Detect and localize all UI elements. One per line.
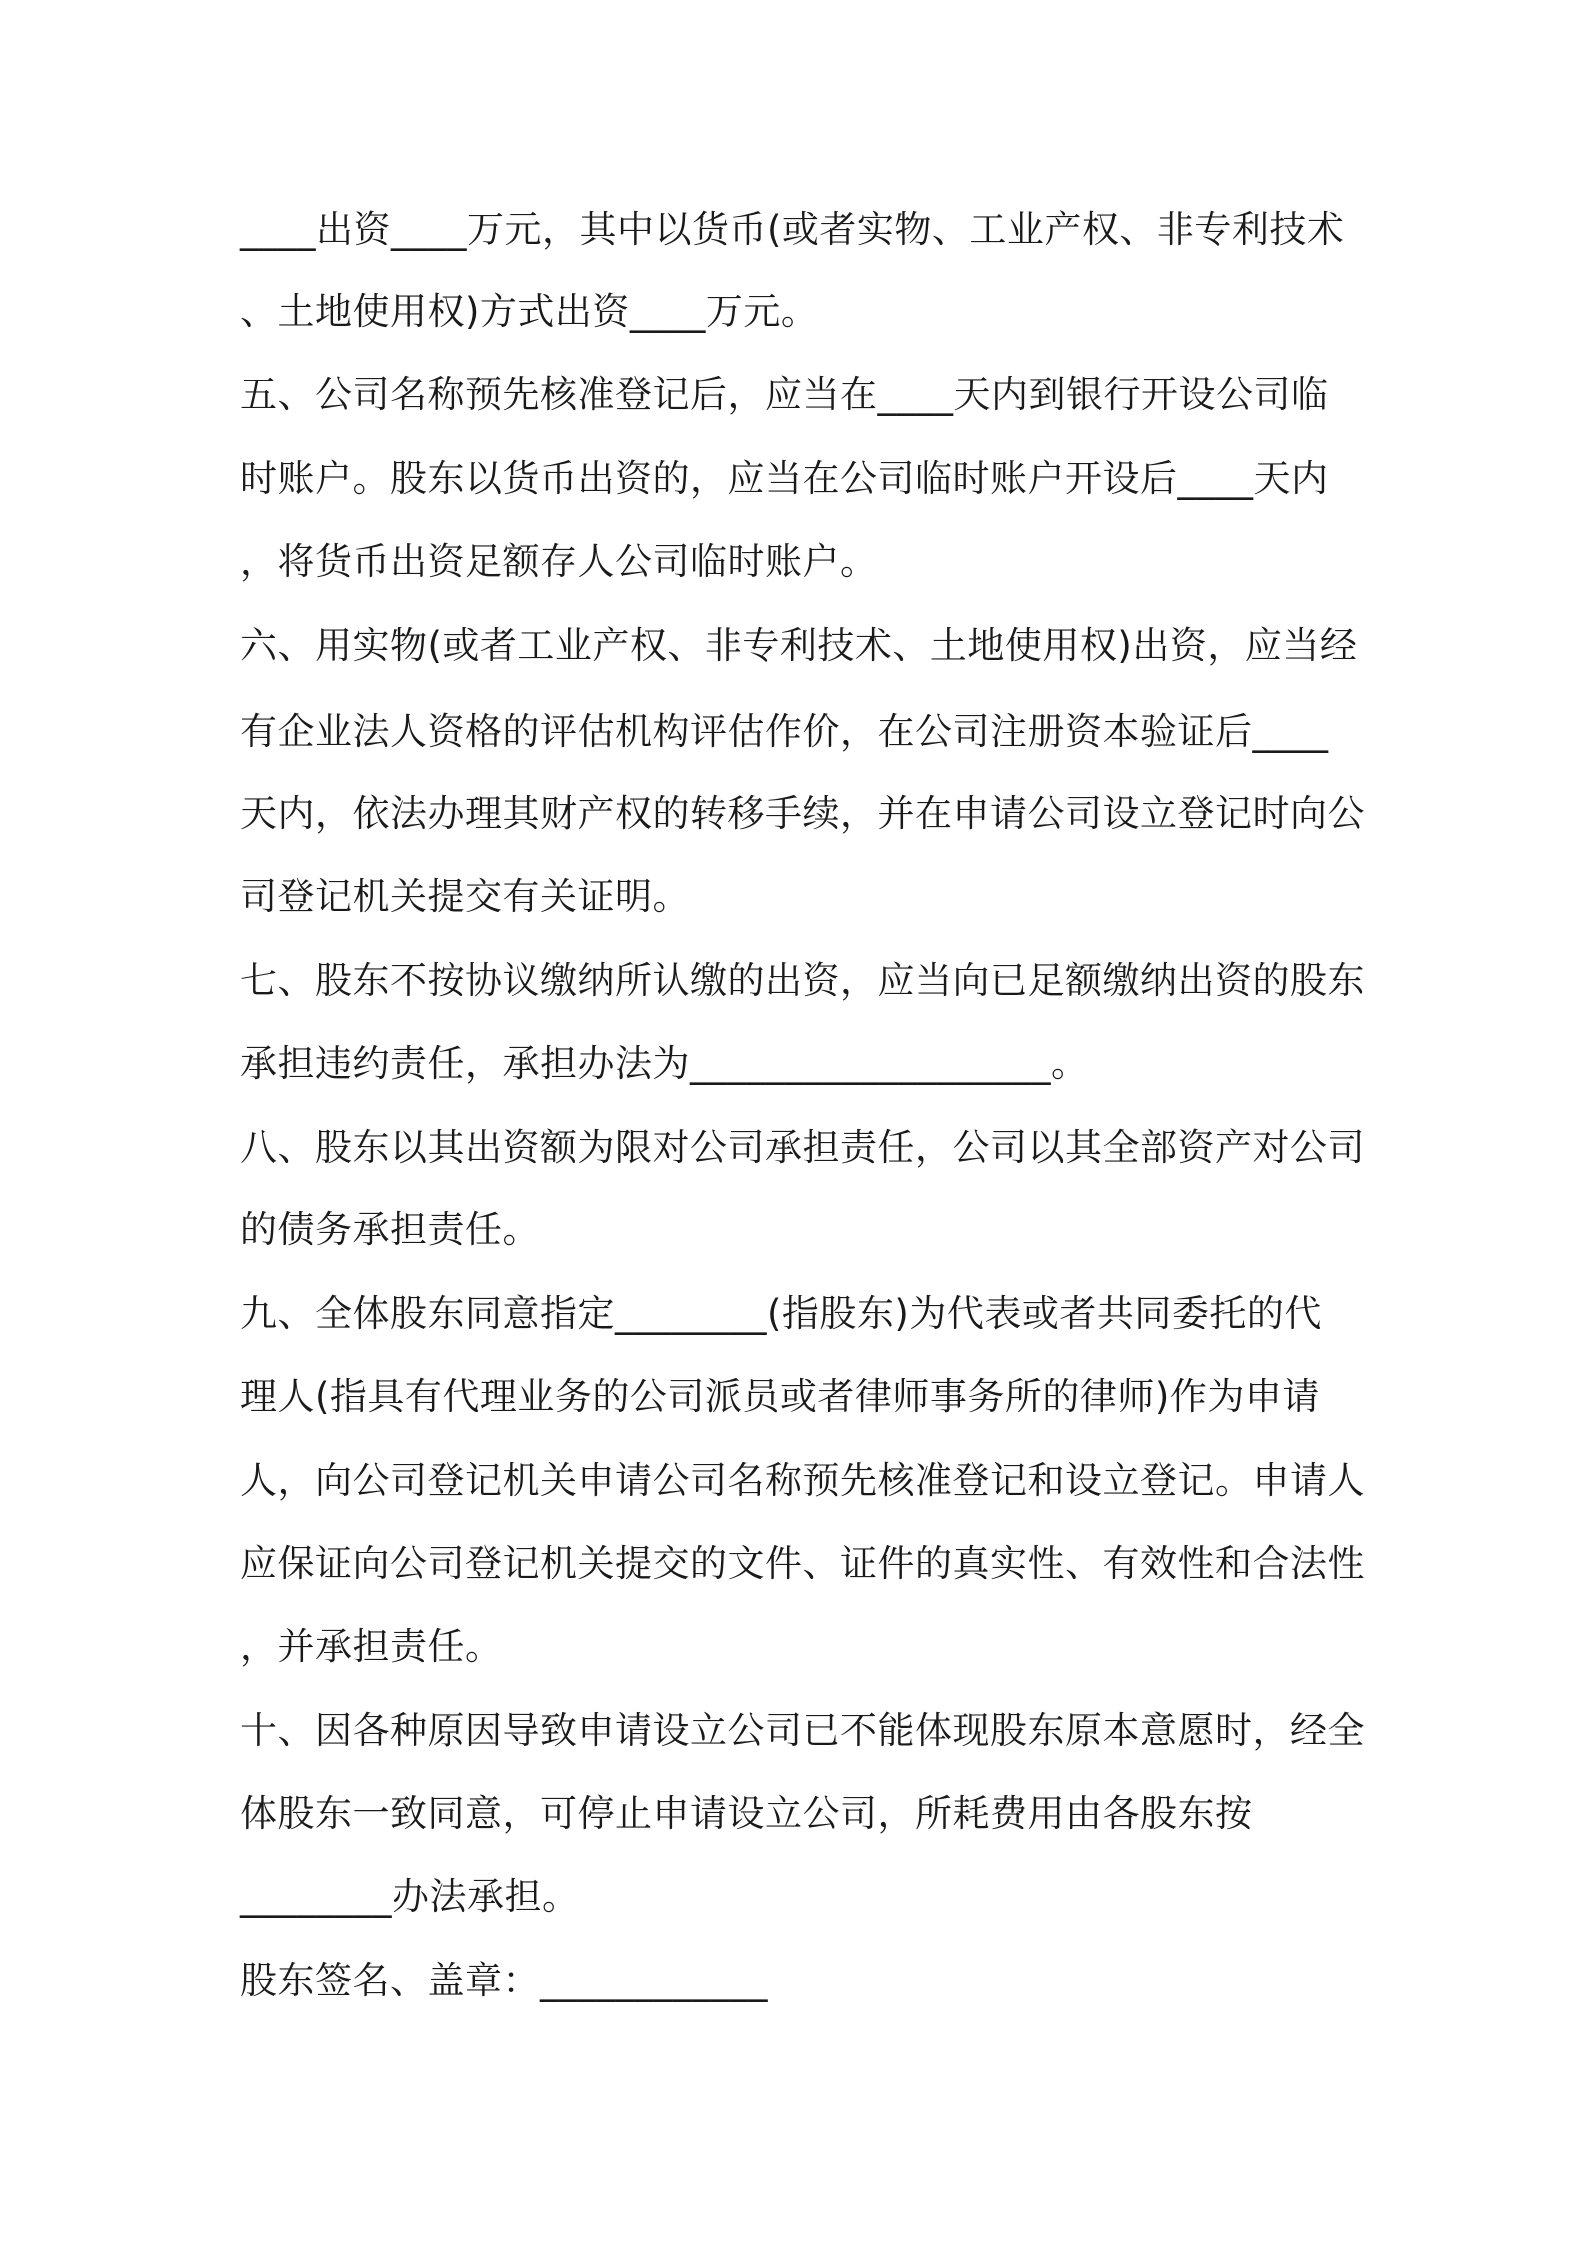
text-line-15: 理人(指具有代理业务的公司派员或者律师事务所的律师)作为申请 <box>240 1375 1320 1418</box>
text-line-2: 、土地使用权)方式出资____万元。 <box>240 290 819 333</box>
text-line-6: 六、用实物(或者工业产权、非专利技术、土地使用权)出资，应当经 <box>240 624 1358 667</box>
text-line-21: ________办法承担。 <box>240 1875 580 1918</box>
text-line-9: 司登记机关提交有关证明。 <box>240 875 690 918</box>
text-line-17: 应保证向公司登记机关提交的文件、证件的真实性、有效性和合法性 <box>240 1542 1365 1585</box>
text-line-20: 体股东一致同意，可停止申请设立公司，所耗费用由各股东按 <box>240 1792 1253 1835</box>
text-line-14: 九、全体股东同意指定________(指股东)为代表或者共同委托的代 <box>240 1292 1322 1335</box>
signature-line: 股东签名、盖章：____________ <box>240 1959 768 2002</box>
text-line-5: ，将货币出资足额存人公司临时账户。 <box>240 540 878 583</box>
text-line-10: 七、股东不按协议缴纳所认缴的出资，应当向已足额缴纳出资的股东 <box>240 959 1365 1002</box>
text-line-16: 人，向公司登记机关申请公司名称预先核准登记和设立登记。申请人 <box>240 1459 1365 1502</box>
text-line-13: 的债务承担责任。 <box>240 1208 540 1251</box>
text-line-3: 五、公司名称预先核准登记后，应当在____天内到银行开设公司临 <box>240 373 1329 416</box>
text-line-12: 八、股东以其出资额为限对公司承担责任，公司以其全部资产对公司 <box>240 1126 1365 1169</box>
text-line-18: ，并承担责任。 <box>240 1625 503 1668</box>
text-line-7: 有企业法人资格的评估机构评估作价，在公司注册资本验证后____ <box>240 710 1329 753</box>
text-line-11: 承担违约责任，承担办法为___________________。 <box>240 1042 1089 1085</box>
text-line-8: 天内，依法办理其财产权的转移手续，并在申请公司设立登记时向公 <box>240 792 1365 835</box>
text-line-19: 十、因各种原因导致申请设立公司已不能体现股东原本意愿时，经全 <box>240 1709 1365 1752</box>
text-line-1: ____出资____万元，其中以货币(或者实物、工业产权、非专利技术 <box>240 208 1345 251</box>
text-line-4: 时账户。股东以货币出资的，应当在公司临时账户开设后____天内 <box>240 457 1329 500</box>
